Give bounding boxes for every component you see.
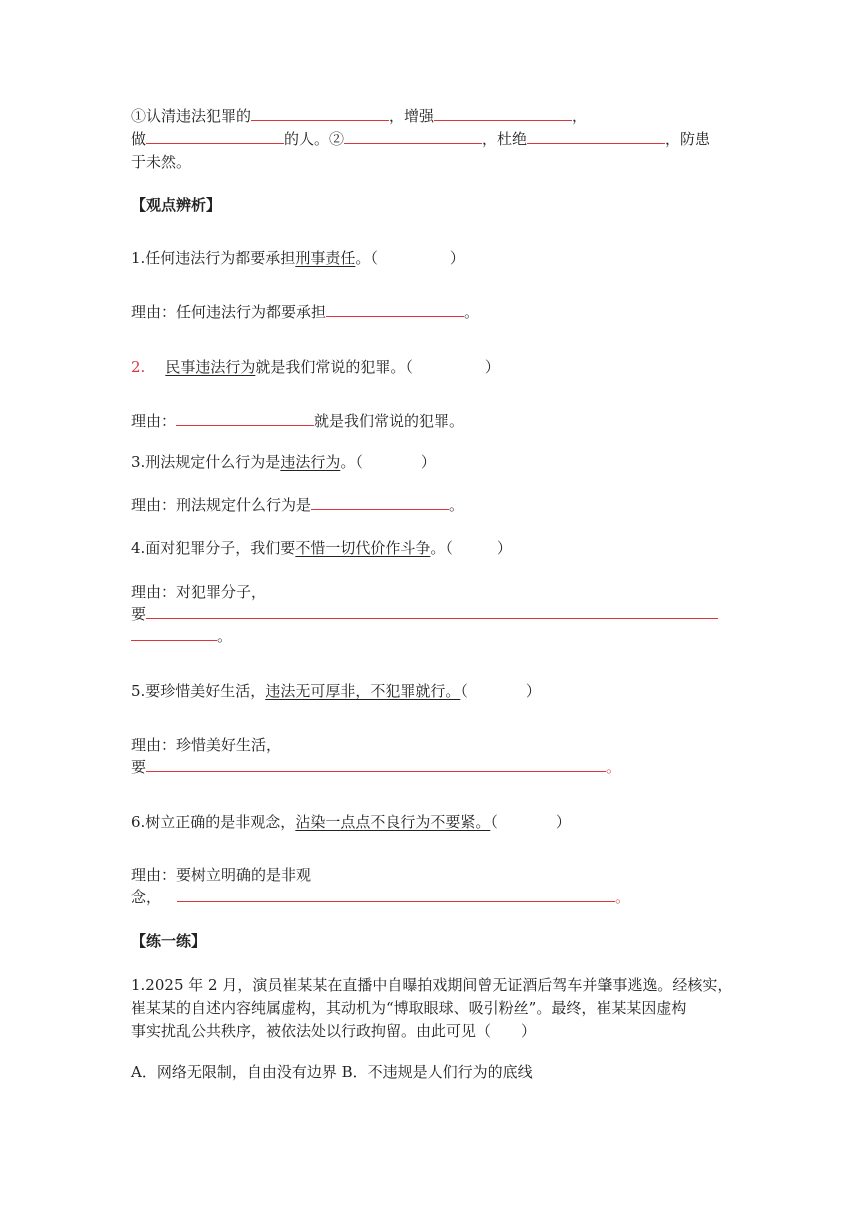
section-heading-viewpoint: 【观点辨析】: [131, 196, 222, 214]
intro-line-2: 做 的人。② ，杜绝 ，防患: [131, 130, 711, 148]
reason-5-line-1: 理由：珍惜美好生活，: [131, 736, 282, 754]
question-options: A．网络无限制，自由没有边界 B．不违规是人们行为的底线: [131, 1063, 533, 1081]
reason-1: 理由：任何违法行为都要承担 。: [131, 303, 480, 321]
statement-1: 1.任何违法行为都要承担刑事责任。（ ）: [131, 249, 465, 267]
fill-blank[interactable]: [146, 129, 284, 144]
reason-4-line-2: 要: [131, 604, 718, 624]
fill-blank[interactable]: [146, 757, 606, 772]
fill-blank[interactable]: [251, 106, 389, 121]
reason-6-line-2: 念， 。: [131, 888, 631, 906]
fill-blank[interactable]: [146, 604, 718, 619]
question-line-3: 事实扰乱公共秩序，被依法处以行政拘留。由此可见（ ）: [131, 1022, 537, 1040]
intro-line-1: ①认清违法犯罪的 ，增强 ，: [131, 107, 588, 125]
fill-blank[interactable]: [311, 495, 449, 510]
statement-5: 5.要珍惜美好生活，违法无可厚非，不犯罪就行。（ ）: [131, 682, 541, 700]
fill-blank[interactable]: [434, 106, 572, 121]
reason-2: 理由： 就是我们常说的犯罪。: [131, 412, 465, 430]
reason-4-line-3: 。: [131, 626, 232, 646]
intro-line-3: 于未然。: [131, 153, 192, 171]
section-heading-practice: 【练一练】: [131, 932, 207, 950]
question-line-2: 崔某某的自述内容纯属虚构，其动机为“博取眼球、吸引粉丝”。最终，崔某某因虚构: [131, 999, 687, 1017]
statement-6: 6.树立正确的是非观念，沾染一点点不良行为不要紧。（ ）: [131, 813, 571, 831]
reason-4-line-1: 理由：对犯罪分子，: [131, 583, 267, 601]
fill-blank[interactable]: [176, 411, 314, 426]
reason-3: 理由：刑法规定什么行为是 。: [131, 496, 465, 514]
reason-5-line-2: 要 。: [131, 758, 622, 776]
statement-4: 4.面对犯罪分子，我们要不惜一切代价作斗争。（ ）: [131, 539, 512, 557]
fill-blank[interactable]: [527, 129, 665, 144]
question-line-1: 1.2025 年 2 月，演员崔某某在直播中自曝拍戏期间曾无证酒后驾车并肇事逃逸。经核实，: [131, 976, 733, 994]
fill-blank[interactable]: [344, 129, 482, 144]
reason-6-line-1: 理由：要树立明确的是非观: [131, 866, 312, 884]
fill-blank[interactable]: [326, 302, 464, 317]
fill-blank[interactable]: [177, 887, 615, 902]
statement-3: 3.刑法规定什么行为是违法行为。（ ）: [131, 453, 436, 471]
statement-2: 2. 民事违法行为就是我们常说的犯罪。（ ）: [131, 358, 500, 376]
fill-blank[interactable]: [131, 626, 217, 641]
